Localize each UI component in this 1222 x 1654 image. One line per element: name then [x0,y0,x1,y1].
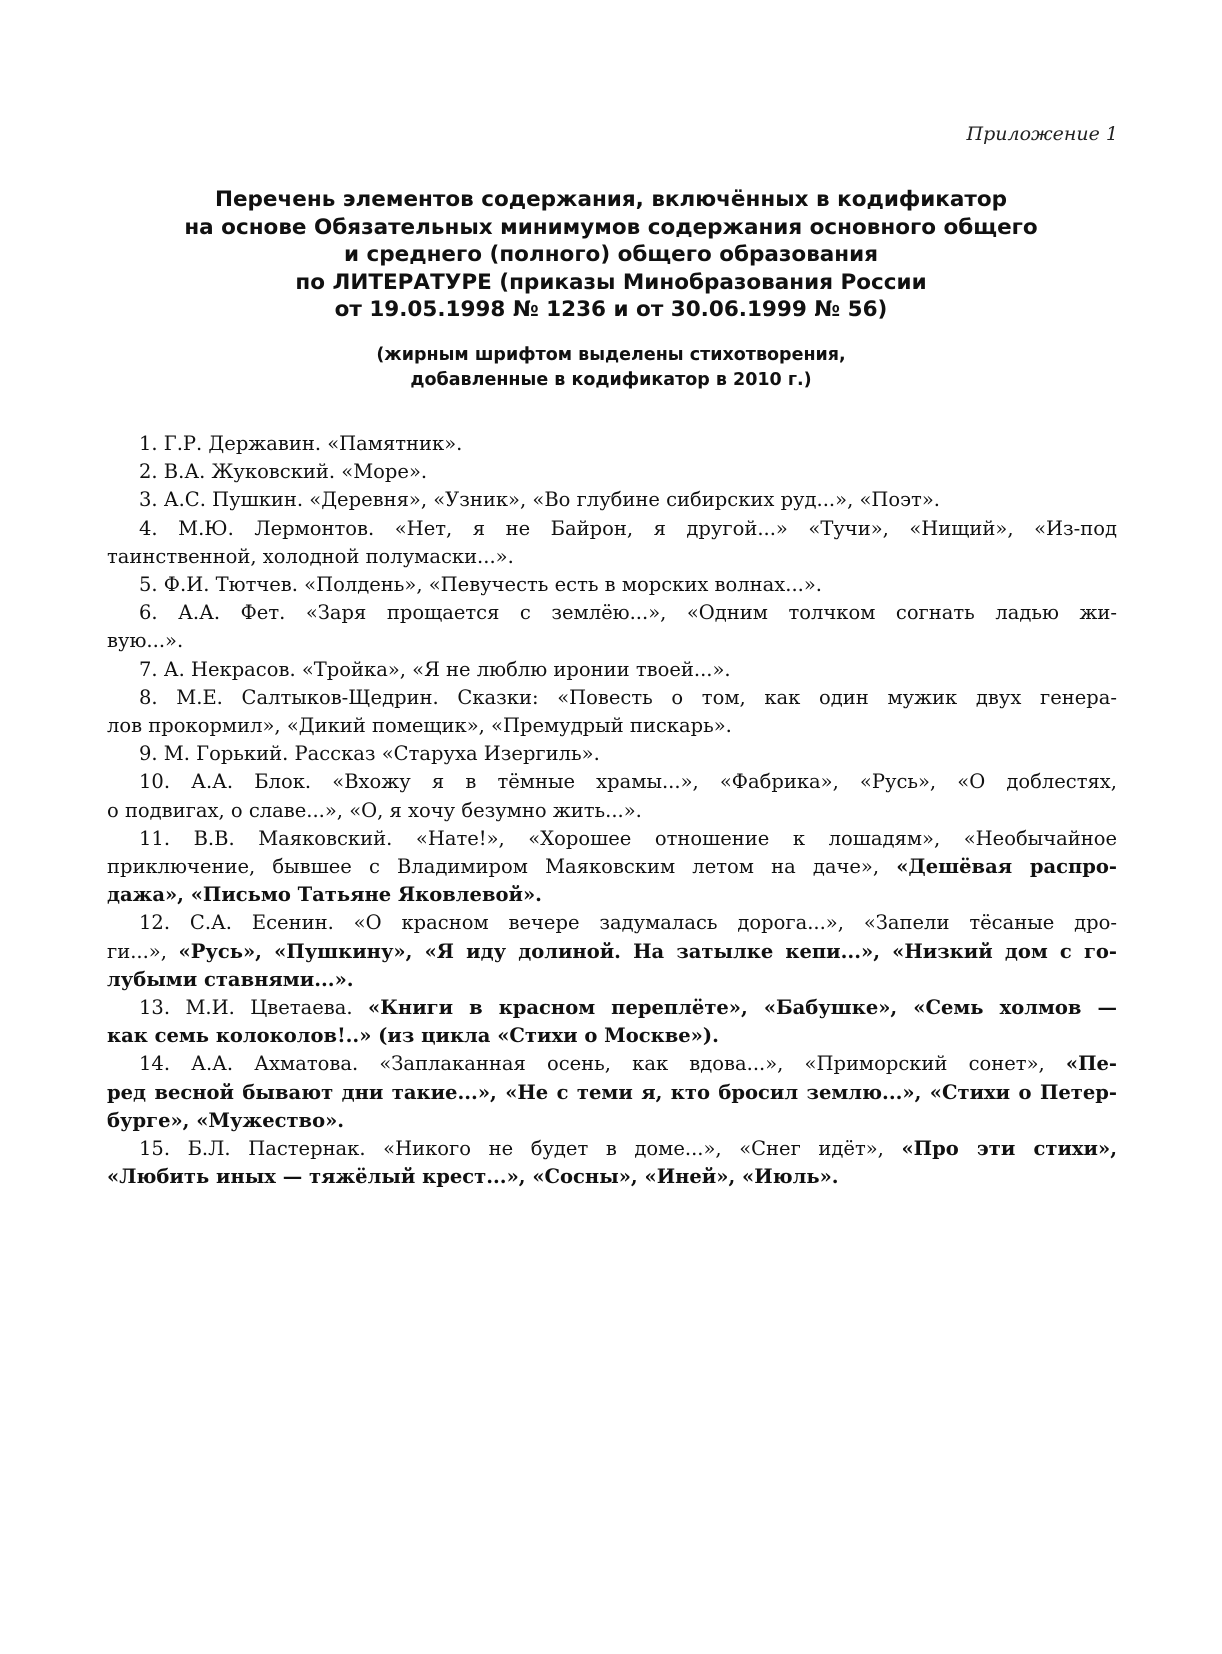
list-item [107,571,1117,599]
list-item [107,740,1117,768]
list-item-line [107,515,1117,543]
bold-segment: «Книги в красном переплёте», «Бабушке», «Семь холмов — [368,996,1117,1020]
text-segment: 6. А.А. Фет. «Заря прощается с землёю...», «Одним толчком согнать ладью жи- [139,601,1117,625]
list-item [107,994,1117,1050]
text-segment: 11. В.В. Маяковский. «Нате!», «Хорошее отношение к лошадям», «Необычайное [139,826,1117,850]
text-segment: 2. В.А. Жуковский. «Море». [139,460,428,484]
text-segment: 10. А.А. Блок. «Вхожу я в тёмные храмы...», «Фабрика», «Русь», «О доблестях, [139,770,1117,794]
text-segment: 7. А. Некрасов. «Тройка», «Я не люблю иронии твоей...». [139,657,731,681]
text-segment: 4. М.Ю. Лермонтов. «Нет, я не Байрон, я другой...» «Тучи», «Нищий», «Из-под [139,516,1117,540]
list-item [107,825,1117,910]
list-item [107,684,1117,740]
list-item-line [107,599,1117,627]
bold-segment: «Про эти стихи», [901,1137,1117,1161]
bold-segment: как семь колоколов!..» (из цикла «Стихи о Москве»). [107,1024,719,1048]
bold-segment: «Любить иных — тяжёлый крест...», «Сосны», «Иней», «Июль». [107,1165,839,1189]
list-item [107,458,1117,486]
text-segment: 8. М.Е. Салтыков-Щедрин. Сказки: «Повесть о том, как один мужик двух генера- [139,685,1117,709]
text-segment: 9. М. Горький. Рассказ «Старуха Изергиль». [139,742,600,766]
title-line: по ЛИТЕРАТУРЕ (приказы Минобразования России [295,269,927,295]
list-item-line [107,853,1117,881]
text-segment: 15. Б.Л. Пастернак. «Никого не будет в доме...», «Снег идёт», [139,1137,902,1161]
list-item [107,1135,1117,1191]
list-item [107,430,1117,458]
list-item-line [107,938,1117,966]
bold-segment: лубыми ставнями...». [107,967,354,991]
list-item-line [107,909,1117,937]
list-item-line [107,797,1117,825]
list-item [107,909,1117,994]
bold-segment: бурге», «Мужество». [107,1108,345,1132]
text-segment: приключение, бывшее с Владимиром Маяковским летом на даче», [107,855,897,879]
list-item-line [107,1079,1117,1107]
list-item [107,768,1117,824]
list-item-line [107,1163,1117,1191]
document-title [0,186,1222,324]
list-item-line [107,656,1117,684]
text-segment: лов прокормил», «Дикий помещик», «Премудрый пискарь». [107,714,732,738]
list-item-line [107,881,1117,909]
list-item [107,486,1117,514]
list-item [107,1050,1117,1135]
text-segment: вую...». [107,629,184,653]
content-list [107,430,1117,1191]
subtitle-line: (жирным шрифтом выделены стихотворения, [376,345,846,365]
list-item-line [107,740,1117,768]
text-segment: 14. А.А. Ахматова. «Заплаканная осень, как вдова...», «Приморский сонет», [139,1052,1066,1076]
text-segment: 3. А.С. Пушкин. «Деревня», «Узник», «Во глубине сибирских руд...», «Поэт». [139,488,940,512]
list-item-line [107,1050,1117,1078]
text-segment: ги...», [107,939,179,963]
list-item-line [107,1107,1117,1135]
text-segment: таинственной, холодной полумаски...». [107,544,514,568]
subtitle-line: добавленные в кодификатор в 2010 г.) [410,370,812,390]
list-item-line [107,994,1117,1022]
list-item-line [107,684,1117,712]
list-item-line [107,543,1117,571]
list-item-line [107,627,1117,655]
text-segment: о подвигах, о славе...», «О, я хочу безумно жить...». [107,798,642,822]
list-item-line [107,1135,1117,1163]
bold-segment: «Русь», «Пушкину», «Я иду долиной. На затылке кепи...», «Низкий дом с го- [178,939,1118,963]
title-line: Перечень элементов содержания, включённых в кодификатор [214,187,1008,212]
text-segment: 12. С.А. Есенин. «О красном вечере задумалась дорога...», «Запели тёсаные дро- [139,911,1117,935]
text-segment: 1. Г.Р. Державин. «Памятник». [139,432,463,455]
document-subtitle [0,343,1222,393]
list-item [107,515,1117,571]
bold-segment: дажа», «Письмо Татьяне Яковлевой». [107,883,542,907]
list-item-line [107,825,1117,853]
list-item-line [107,430,1117,458]
list-item-line [107,712,1117,740]
title-line: и среднего (полного) общего образования [343,242,879,267]
list-item [107,599,1117,655]
title-line: на основе Обязательных минимумов содержания основного общего [184,214,1038,240]
list-item-line [107,571,1117,599]
bold-segment: ред весной бывают дни такие...», «Не с теми я, кто бросил землю...», «Стихи о Петер- [107,1080,1117,1104]
list-item [107,656,1117,684]
bold-segment: «Дешёвая распро- [896,855,1118,879]
list-item-line [107,1022,1117,1050]
list-item-line [107,768,1117,796]
text-segment: 5. Ф.И. Тютчев. «Полдень», «Певучесть есть в морских волнах...». [139,573,822,597]
appendix-label: Приложение 1 [966,123,1118,145]
list-item-line [107,486,1117,514]
bold-segment: «Пе- [1065,1052,1117,1076]
text-segment: 13. М.И. Цветаева. [139,996,368,1020]
title-line: от 19.05.1998 № 1236 и от 30.06.1999 № 56) [334,297,888,322]
list-item-line [107,966,1117,994]
list-item-line [107,458,1117,486]
